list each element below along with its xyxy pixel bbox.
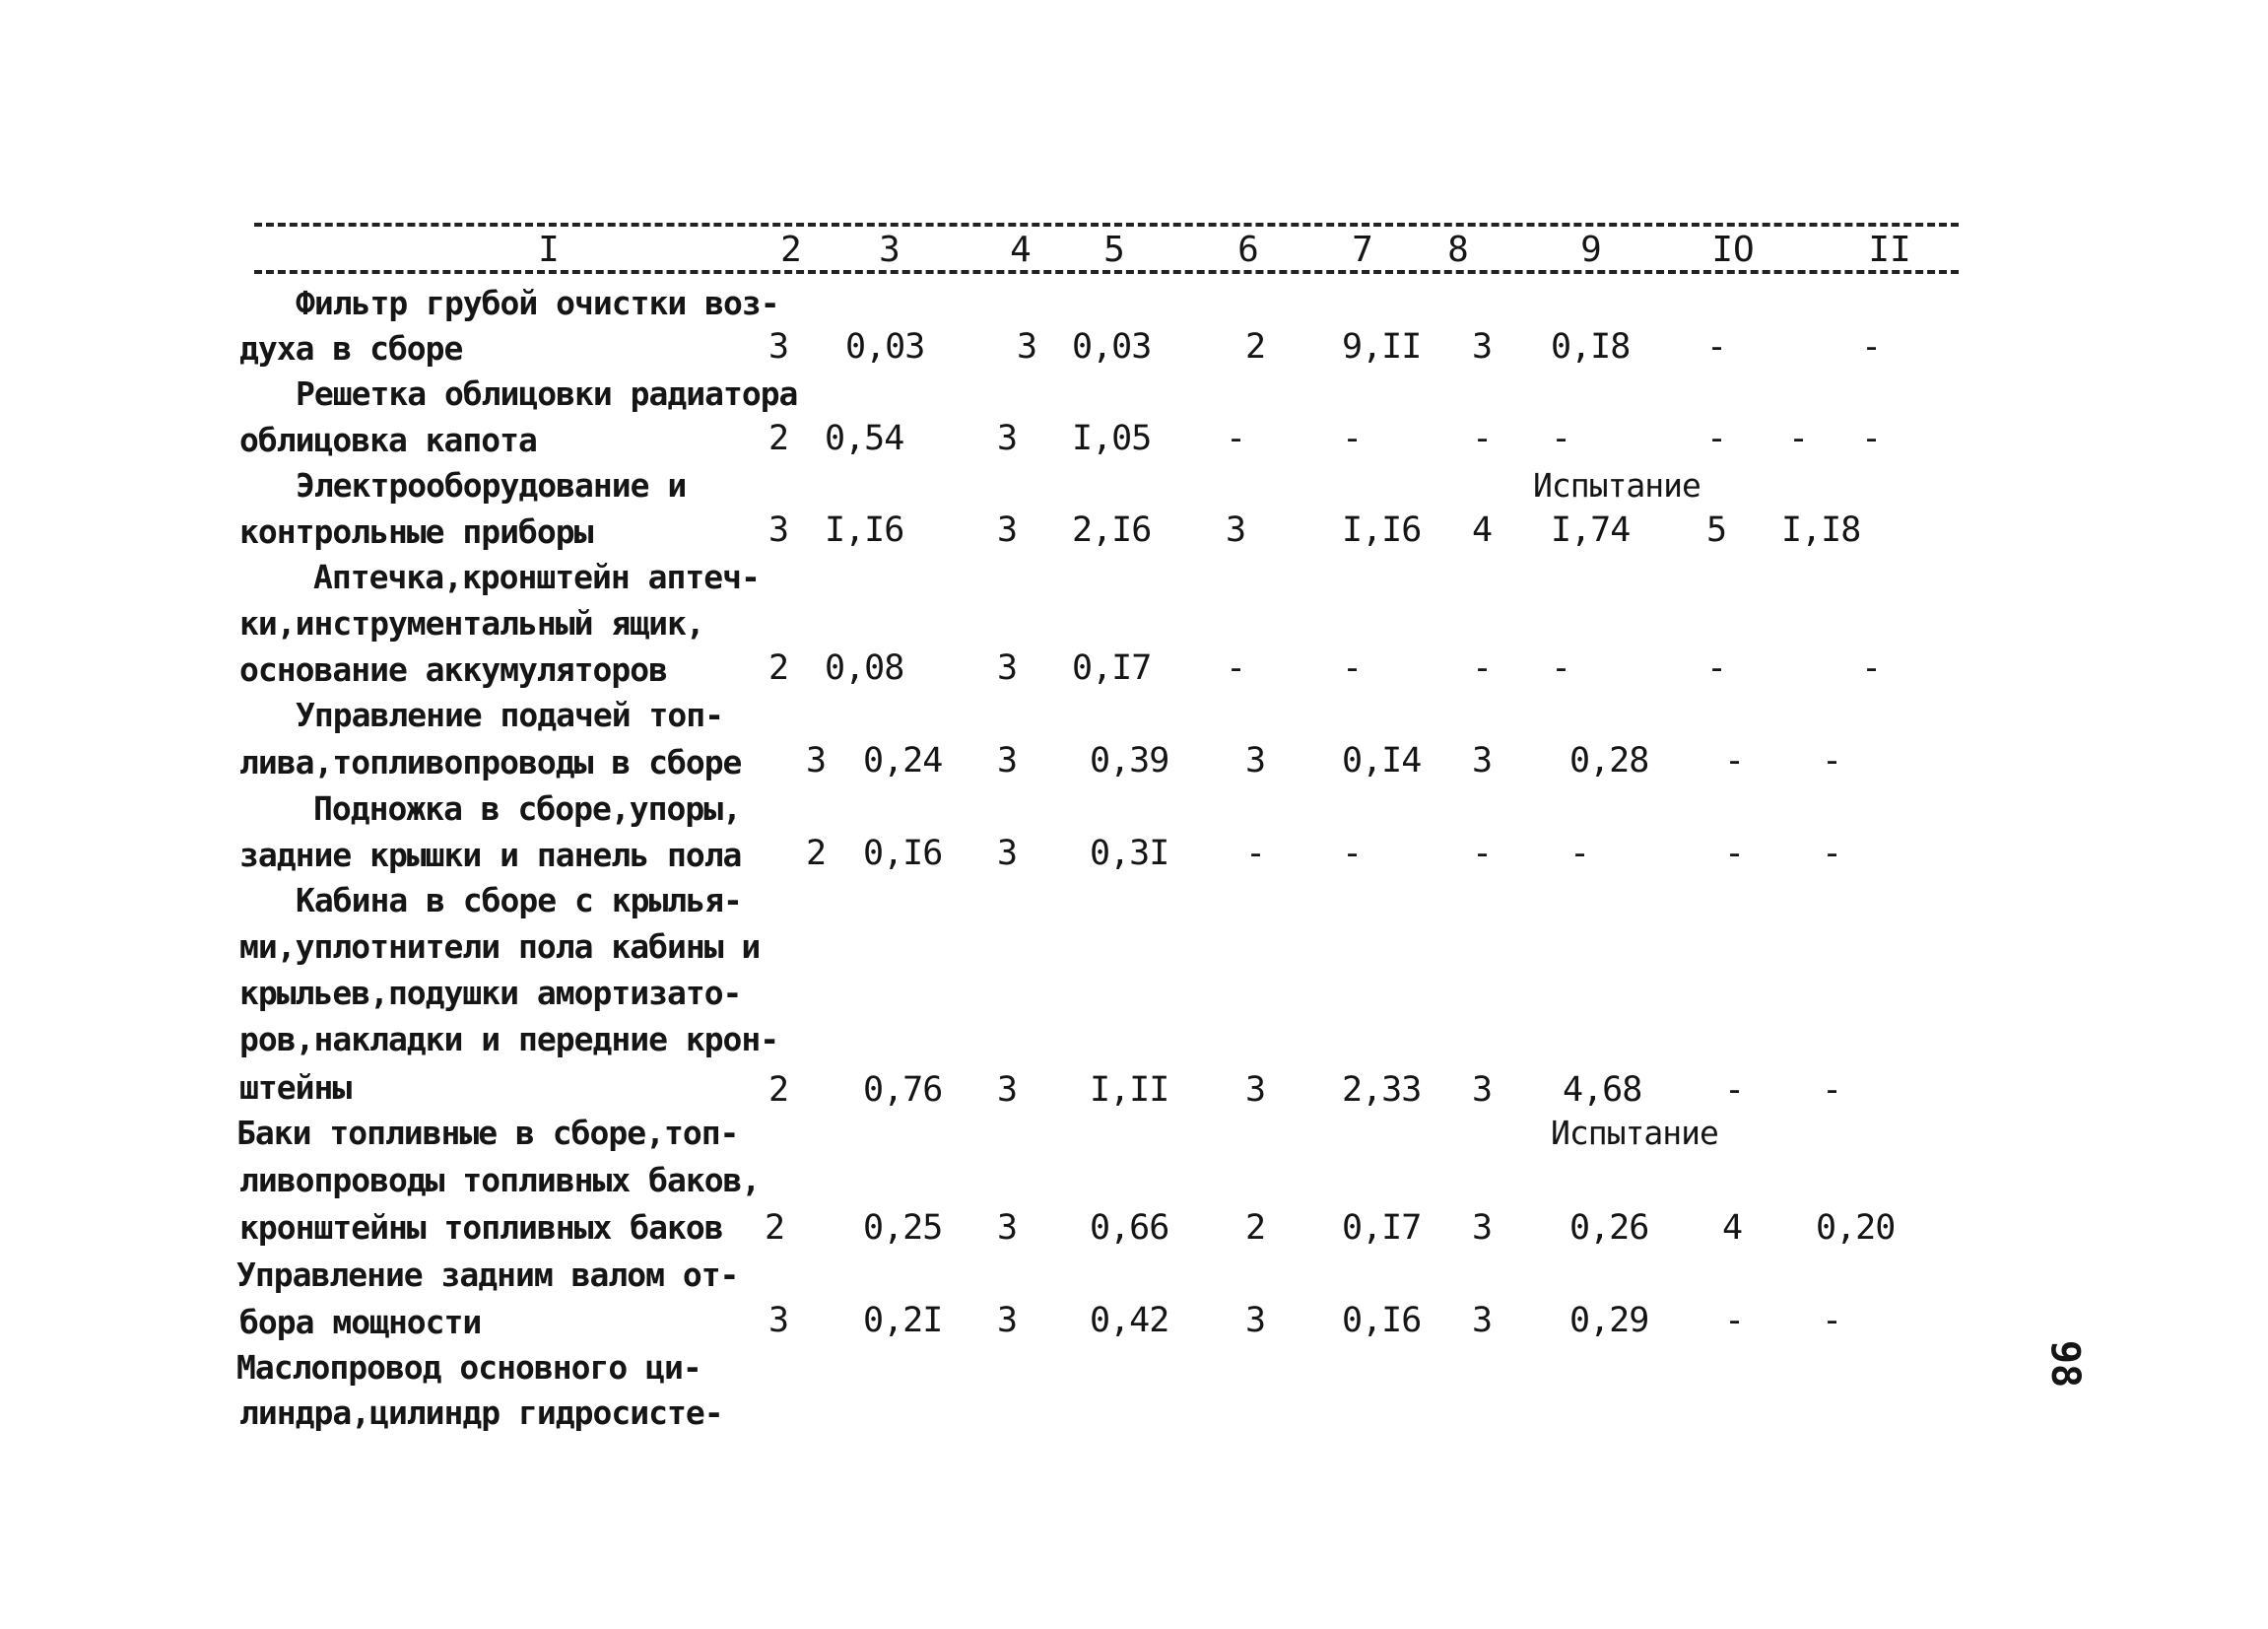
row-4-col-10: - [1706, 648, 1727, 688]
row-10-text-line-2: линдра,цилиндр гидросисте- [239, 1393, 723, 1432]
row-7-col-3: 0,76 [863, 1070, 943, 1110]
column-header-5: 5 [1103, 230, 1125, 270]
row-4-text-line-3: основание аккумуляторов [239, 650, 667, 689]
row-1-col-11: - [1861, 327, 1882, 367]
row-2-col-7: - [1342, 419, 1363, 458]
row-3-text-line-2: контрольные приборы [239, 512, 593, 551]
row-5-col-9: 0,28 [1569, 741, 1649, 781]
row-3-note: Испытание [1533, 466, 1701, 505]
row-2-col-11b: - [1861, 419, 1882, 458]
row-5-col-3: 0,24 [863, 741, 943, 781]
row-1-col-6: 2 [1245, 327, 1266, 367]
row-3-text-line-1: Электрооборудование и [296, 466, 687, 505]
row-6-text-line-1: Подножка в сборе,упоры, [313, 789, 741, 828]
row-8-note: Испытание [1551, 1114, 1718, 1152]
row-7-col-9: 4,68 [1563, 1070, 1642, 1110]
row-7-text-line-3: крыльев,подушки амортизато- [239, 974, 742, 1012]
row-1-col-10: - [1706, 327, 1727, 367]
column-header-11: II [1868, 230, 1911, 270]
row-4-col-6: - [1226, 648, 1246, 688]
row-5-text-line-2: лива,топливопроводы в сборе [239, 743, 742, 781]
row-7-text-line-2: ми,уплотнители пола кабины и [239, 927, 761, 966]
row-1-text-line-1: Фильтр грубой очистки воз- [296, 284, 779, 322]
row-5-col-10: - [1724, 741, 1745, 781]
row-5-col-6: 3 [1245, 741, 1266, 781]
column-header-1: I [538, 230, 560, 270]
row-4-text-line-1: Аптечка,кронштейн аптеч- [313, 558, 760, 596]
row-3-col-9: I,74 [1551, 510, 1631, 550]
row-3-col-4: 3 [997, 510, 1018, 550]
row-8-col-3: 0,25 [863, 1208, 943, 1248]
row-8-text-line-3: кронштейны топливных баков [239, 1208, 723, 1247]
row-6-col-6: - [1245, 834, 1266, 873]
row-6-col-8: - [1472, 834, 1493, 873]
row-5-col-11: - [1822, 741, 1842, 781]
row-4-col-8: - [1472, 648, 1493, 688]
row-5-col-7: 0,I4 [1342, 741, 1422, 781]
row-6-col-10: - [1724, 834, 1745, 873]
row-3-col-6: 3 [1226, 510, 1246, 550]
row-2-col-9: - [1551, 419, 1571, 458]
row-7-col-6: 3 [1245, 1070, 1266, 1110]
row-1-col-5: 0,03 [1072, 327, 1152, 367]
header-top-rule [254, 223, 1959, 227]
row-8-text-line-2: ливопроводы топливных баков, [239, 1161, 761, 1199]
row-5-col-5: 0,39 [1090, 741, 1169, 781]
row-4-col-11: - [1861, 648, 1882, 688]
row-6-col-2: 2 [806, 834, 827, 873]
row-6-col-11: - [1822, 834, 1842, 873]
row-8-col-10: 4 [1722, 1208, 1743, 1248]
row-4-text-line-2: ки,инструментальный ящик, [239, 604, 704, 643]
row-8-text-line-1: Баки топливные в сборе,топ- [236, 1114, 739, 1152]
row-3-col-8: 4 [1472, 510, 1493, 550]
row-7-text-line-1: Кабина в сборе с крылья- [296, 881, 742, 919]
row-2-text-line-2: облицовка капота [239, 421, 537, 459]
row-8-col-5: 0,66 [1090, 1208, 1169, 1248]
row-8-col-8: 3 [1472, 1208, 1493, 1248]
row-8-col-4: 3 [997, 1208, 1018, 1248]
row-7-text-line-4: ров,накладки и передние крон- [239, 1020, 779, 1058]
row-9-col-5: 0,42 [1090, 1301, 1169, 1340]
row-9-col-4: 3 [997, 1301, 1018, 1340]
row-5-col-4: 3 [997, 741, 1018, 781]
row-3-col-3: I,I6 [825, 510, 904, 550]
row-8-col-2: 2 [765, 1208, 785, 1248]
row-4-col-7: - [1342, 648, 1363, 688]
row-1-col-8: 3 [1472, 327, 1493, 367]
row-3-col-5: 2,I6 [1072, 510, 1152, 550]
column-header-8: 8 [1447, 230, 1469, 270]
row-2-text-line-1: Решетка облицовки радиатора [296, 374, 798, 413]
row-9-col-8: 3 [1472, 1301, 1493, 1340]
row-2-col-8: - [1472, 419, 1493, 458]
row-2-col-11a: - [1788, 419, 1809, 458]
row-7-text-line-5: штейны [239, 1068, 352, 1107]
row-6-col-4: 3 [997, 834, 1018, 873]
row-2-col-5: I,05 [1072, 419, 1152, 458]
row-3-col-7: I,I6 [1342, 510, 1422, 550]
row-6-col-3: 0,I6 [863, 834, 943, 873]
row-1-text-line-2: духа в сборе [239, 329, 463, 368]
row-6-col-5: 0,3I [1090, 834, 1169, 873]
page-number: 98 [2042, 1339, 2089, 1389]
row-9-col-6: 3 [1245, 1301, 1266, 1340]
row-9-col-2: 3 [768, 1301, 789, 1340]
row-1-col-7: 9,II [1342, 327, 1422, 367]
row-7-col-7: 2,33 [1342, 1070, 1422, 1110]
row-3-col-11: I,I8 [1781, 510, 1861, 550]
row-6-text-line-2: задние крышки и панель пола [239, 836, 742, 874]
row-7-col-5: I,II [1090, 1070, 1169, 1110]
row-7-col-10: - [1724, 1070, 1745, 1110]
row-7-col-8: 3 [1472, 1070, 1493, 1110]
row-2-col-10: - [1706, 419, 1727, 458]
row-9-col-7: 0,I6 [1342, 1301, 1422, 1340]
column-header-3: 3 [879, 230, 901, 270]
row-4-col-5: 0,I7 [1072, 648, 1152, 688]
column-header-9: 9 [1580, 230, 1602, 270]
row-10-text-line-1: Маслопровод основного ци- [236, 1348, 701, 1387]
row-2-col-3: 0,54 [825, 419, 904, 458]
row-5-col-8: 3 [1472, 741, 1493, 781]
row-1-col-3: 0,03 [845, 327, 925, 367]
row-7-col-11: - [1822, 1070, 1842, 1110]
row-8-col-9: 0,26 [1569, 1208, 1649, 1248]
row-4-col-2: 2 [768, 648, 789, 688]
column-header-2: 2 [780, 230, 802, 270]
row-9-col-3: 0,2I [863, 1301, 943, 1340]
row-9-col-9: 0,29 [1569, 1301, 1649, 1340]
row-9-text-line-1: Управление задним валом от- [236, 1256, 739, 1294]
row-2-col-4: 3 [997, 419, 1018, 458]
row-7-col-4: 3 [997, 1070, 1018, 1110]
row-3-col-10: 5 [1706, 510, 1727, 550]
row-9-col-11: - [1822, 1301, 1842, 1340]
column-header-6: 6 [1237, 230, 1259, 270]
row-4-col-3: 0,08 [825, 648, 904, 688]
row-8-col-11: 0,20 [1816, 1208, 1896, 1248]
row-9-col-10: - [1724, 1301, 1745, 1340]
row-4-col-9: - [1551, 648, 1571, 688]
row-6-col-7: - [1342, 834, 1363, 873]
row-6-col-9: - [1569, 834, 1590, 873]
column-header-4: 4 [1010, 230, 1032, 270]
row-1-col-9: 0,I8 [1551, 327, 1631, 367]
row-5-text-line-1: Управление подачей топ- [296, 696, 723, 734]
row-9-text-line-2: бора мощности [239, 1303, 482, 1341]
row-3-col-2: 3 [768, 510, 789, 550]
row-8-col-7: 0,I7 [1342, 1208, 1422, 1248]
row-2-col-6: - [1226, 419, 1246, 458]
row-4-col-4: 3 [997, 648, 1018, 688]
header-bottom-rule [254, 270, 1959, 274]
row-7-col-2: 2 [768, 1070, 789, 1110]
row-5-col-2: 3 [806, 741, 827, 781]
row-8-col-6: 2 [1245, 1208, 1266, 1248]
column-header-7: 7 [1352, 230, 1373, 270]
row-1-col-2: 3 [768, 327, 789, 367]
row-2-col-2: 2 [768, 419, 789, 458]
row-1-col-4: 3 [1017, 327, 1037, 367]
column-header-10: IO [1711, 230, 1755, 270]
